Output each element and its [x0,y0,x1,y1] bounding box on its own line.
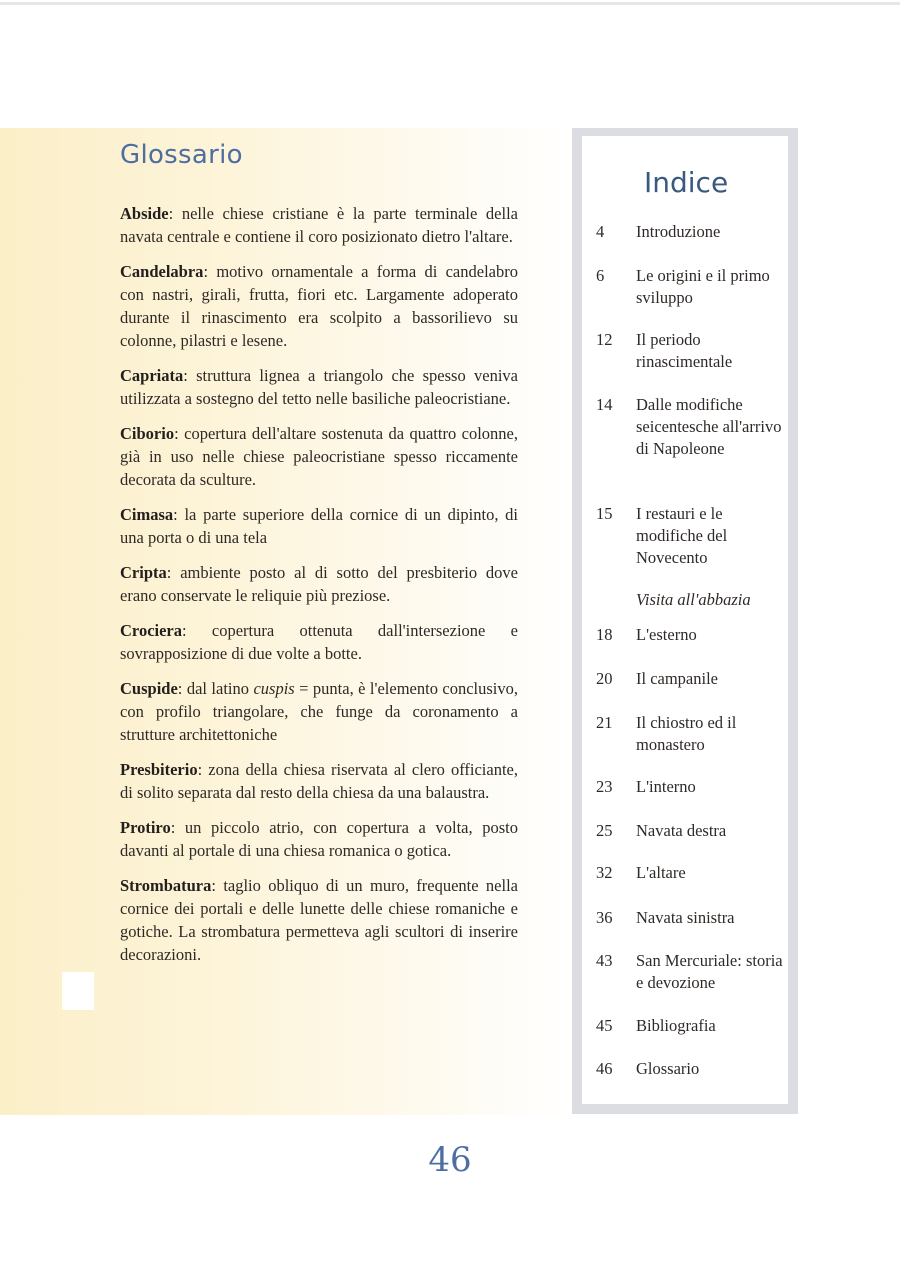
glossary-definition: copertura ottenuta dall'intersezione e sovrapposizione di due volte a botte. [120,621,518,663]
index-page-number: 14 [596,395,613,414]
glossary-entry: Strombatura: taglio obliquo di un muro, frequente nella cornice dei portali e delle lunette delle chiese romaniche e gotiche. La strombatura permetteva agli scultori di inserire decorazioni. [120,876,518,964]
index-item-label: Navata sinistra [636,908,735,927]
index-page-number: 43 [596,951,613,970]
index-page-number: 45 [596,1016,613,1035]
index-item-label: Le origini e il primo sviluppo [636,266,770,307]
glossary-entry: Abside: nelle chiese cristiane è la parte terminale della navata centrale e contiene il coro posizionato dietro l'altare. [120,204,518,246]
index-item-label: San Mercuriale: storia e devozione [636,951,783,992]
glossary-entry: Protiro: un piccolo atrio, con copertura a volta, posto davanti al portale di una chiesa romanica o gotica. [120,818,518,860]
glossary-definition: un piccolo atrio, con copertura a volta, posto davanti al portale di una chiesa romanica o gotica. [120,818,518,860]
index-page-number: 25 [596,821,613,840]
glossary-entry: Cuspide: dal latino cuspis = punta, è l'elemento conclusivo, con profilo triangolare, che funge da coronamento a strutture architettoniche [120,679,519,744]
glossary-definition: taglio obliquo di un muro, frequente nella cornice dei portali e delle lunette delle chiese romaniche e gotiche. La strombatura permetteva agli scultori di inserire decorazioni. [120,876,518,964]
index-item-label: L'esterno [636,625,697,644]
glossary-definition: motivo ornamentale a forma di candelabro con nastri, girali, frutta, fiori etc. Largamente adoperato durante il rinascimento era scolpito a bassorilievo su colonne, pilastri e lesene. [120,262,518,350]
index-item-label: L'interno [636,777,696,796]
index-page-number: 4 [596,222,605,241]
glossary-entry: Ciborio: copertura dell'altare sostenuta da quattro colonne, già in uso nelle chiese paleocristiane spesso riccamente decorata da sculture. [120,424,519,489]
index-section-heading: Visita all'abbazia [636,590,751,609]
index-item-label: L'altare [636,863,686,882]
glossary-title: Glossario [120,140,243,170]
index-page-number: 18 [596,625,613,644]
glossary-term: Candelabra [120,262,204,281]
glossary-entry: Crociera: copertura ottenuta dall'intersezione e sovrapposizione di due volte a botte. [120,621,518,663]
index-item-label: Navata destra [636,821,727,840]
index-page-number: 20 [596,669,613,688]
glossary-definition: copertura dell'altare sostenuta da quattro colonne, già in uso nelle chiese paleocristiane spesso riccamente decorata da sculture. [120,424,519,489]
index-item-label: Glossario [636,1059,700,1078]
index-item-label: Bibliografia [636,1016,716,1035]
index-page-number: 21 [596,713,613,732]
index-page-number: 12 [596,330,613,349]
glossary-entry: Capriata: struttura lignea a triangolo che spesso veniva utilizzata a sostegno del tetto nelle basiliche paleocristiane. [120,366,518,408]
index-list [582,136,788,1104]
top-rule [0,2,900,5]
margin-mark [62,972,94,1010]
glossary-term: Ciborio [120,424,175,443]
index-box [572,128,798,1114]
page-number: 46 [428,1140,472,1180]
glossary-definition: nelle chiese cristiane è la parte terminale della navata centrale e contiene il coro posizionato dietro l'altare. [120,204,518,246]
index-panel [582,136,788,1104]
index-page-number: 46 [596,1059,613,1078]
index-title: Indice [644,166,729,199]
glossary-definition: ambiente posto al di sotto del presbiterio dove erano conservate le reliquie più preziose. [120,563,518,605]
glossary-definition [120,679,518,744]
glossary-entry: Cimasa: la parte superiore della cornice di un dipinto, di una porta o di una tela [120,505,519,547]
index-item-label: Il campanile [636,669,719,688]
definition-italic-term: cuspis [253,679,295,698]
glossary-term: Capriata [120,366,184,385]
glossary-term: Presbiterio [120,760,198,779]
glossary-term: Strombatura [120,876,212,895]
index-item-label: Dalle modifiche seicentesche all'arrivo di Napoleone [636,395,782,458]
index-item-label: I restauri e le modifiche del Novecento [636,504,728,567]
index-item-label: Il chiostro ed il monastero [636,713,737,754]
index-page-number: 15 [596,504,613,523]
glossary-entry: Cripta: ambiente posto al di sotto del presbiterio dove erano conservate le reliquie più preziose. [120,563,518,605]
index-item-label: Introduzione [636,222,721,241]
glossary-term: Cimasa [120,505,174,524]
index-page-number: 6 [596,266,605,285]
glossary-entry: Candelabra: motivo ornamentale a forma di candelabro con nastri, girali, frutta, fiori etc. Largamente adoperato durante il rinascimento era scolpito a bassorilievo su colonne, pilastri e lesene. [120,262,518,350]
glossary-term: Cripta [120,563,167,582]
glossary-definition: struttura lignea a triangolo che spesso veniva utilizzata a sostegno del tetto nelle basiliche paleocristiane. [120,366,518,408]
glossary-definition: zona della chiesa riservata al clero officiante, di solito separata dal resto della chiesa da una balaustra. [120,760,518,802]
index-page-number: 36 [596,908,613,927]
glossary-term: Crociera [120,621,182,640]
index-item-label: Il periodo rinascimentale [636,330,733,371]
index-page-number: 23 [596,777,613,796]
glossary-list [120,202,518,978]
index-page-number: 32 [596,863,613,882]
definition-text: = punta, è l'elemento conclusivo, con profilo triangolare, che funge da coronamento a strutture architettoniche [120,679,519,744]
glossary-entry: Presbiterio: zona della chiesa riservata al clero officiante, di solito separata dal resto della chiesa da una balaustra. [120,760,518,802]
definition-text: dal latino [186,679,254,698]
glossary-term: Cuspide [120,679,178,698]
glossary-term: Abside [120,204,169,223]
glossary-term: Protiro [120,818,171,837]
glossary-definition: la parte superiore della cornice di un dipinto, di una porta o di una tela [120,505,519,547]
